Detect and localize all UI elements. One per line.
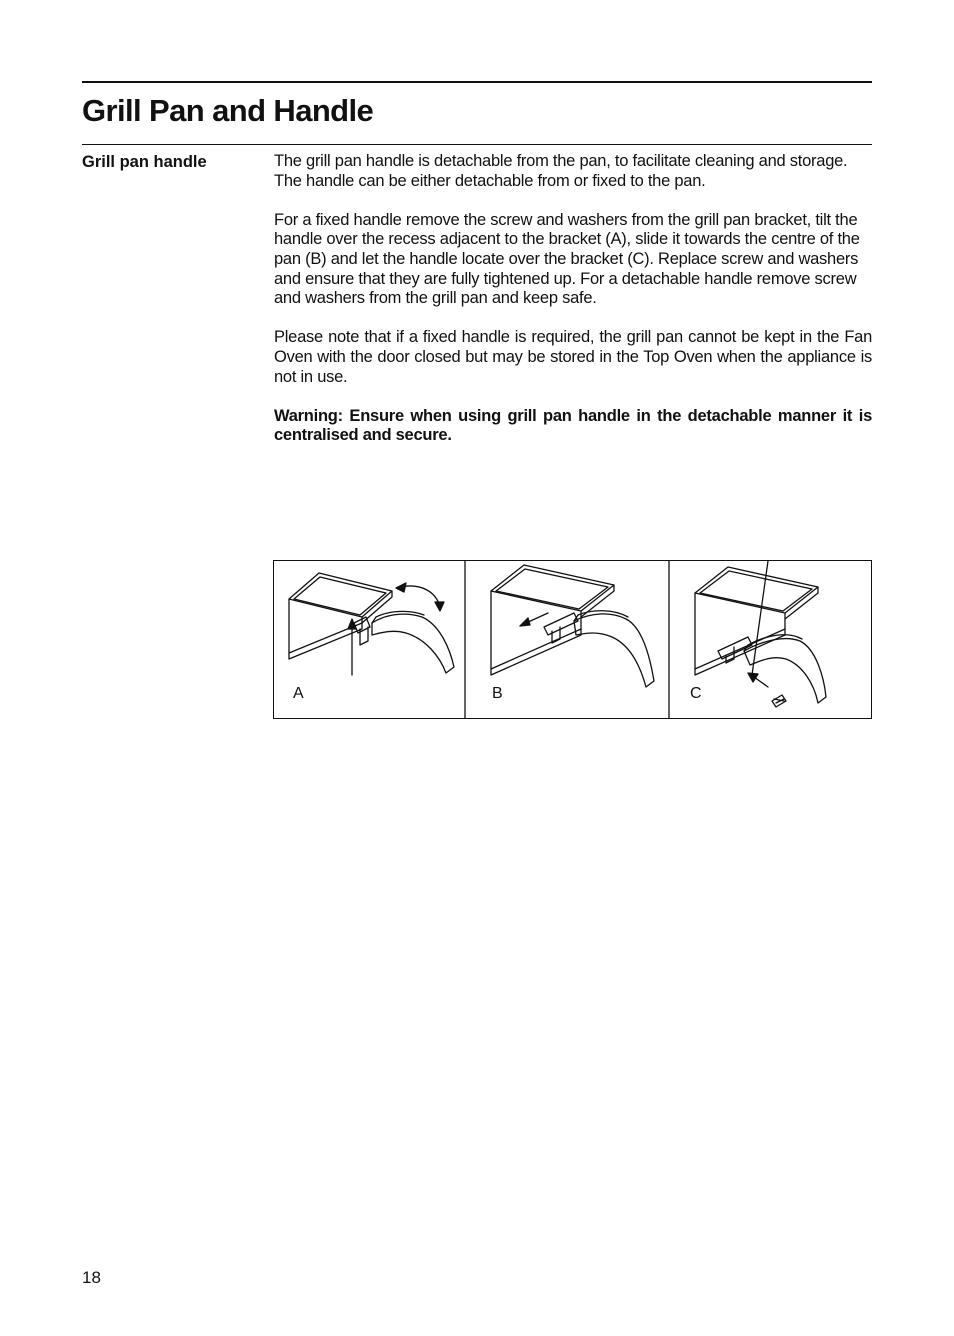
section-body	[274, 152, 872, 466]
handle-fitting-figure	[273, 560, 872, 719]
panel-label-b: B	[492, 685, 503, 702]
panel-label-a: A	[293, 685, 304, 702]
panel-a-drawing	[289, 573, 454, 675]
page-title: Grill Pan and Handle	[82, 93, 374, 128]
paragraph-storage-note: Please note that if a fixed handle is required, the grill pan cannot be kept in the Fan Oven with the door closed but may be stored in the Top Oven when the appliance is not in use.	[274, 328, 872, 386]
panel-b-drawing	[491, 565, 654, 687]
panel-label-c: C	[690, 685, 702, 702]
paragraph-intro: The grill pan handle is detachable from the pan, to facilitate cleaning and storage.	[274, 152, 848, 170]
section-label: Grill pan handle	[82, 153, 207, 171]
warning-text: Warning: Ensure when using grill pan handle in the detachable manner it is centralised and secure.	[274, 406, 872, 445]
handle-fitting-illustration	[274, 561, 871, 718]
paragraph-handle-types: The handle can be either detachable from or fixed to the pan.	[274, 171, 706, 190]
panel-c-drawing	[695, 561, 826, 707]
top-rule	[82, 81, 872, 83]
section-rule	[82, 144, 872, 145]
page-number: 18	[82, 1268, 101, 1287]
paragraph-fixed-handle-instructions: For a fixed handle remove the screw and washers from the grill pan bracket, tilt the handle over the recess adjacent to the bracket (A), slide it towards the centre of the pan (B) and let the handle locate over the bracket (C). Replace screw and washers and ensure that they are fully tightened up. For a detachable handle remove screw and washers from the grill pan and keep safe.	[274, 210, 860, 308]
